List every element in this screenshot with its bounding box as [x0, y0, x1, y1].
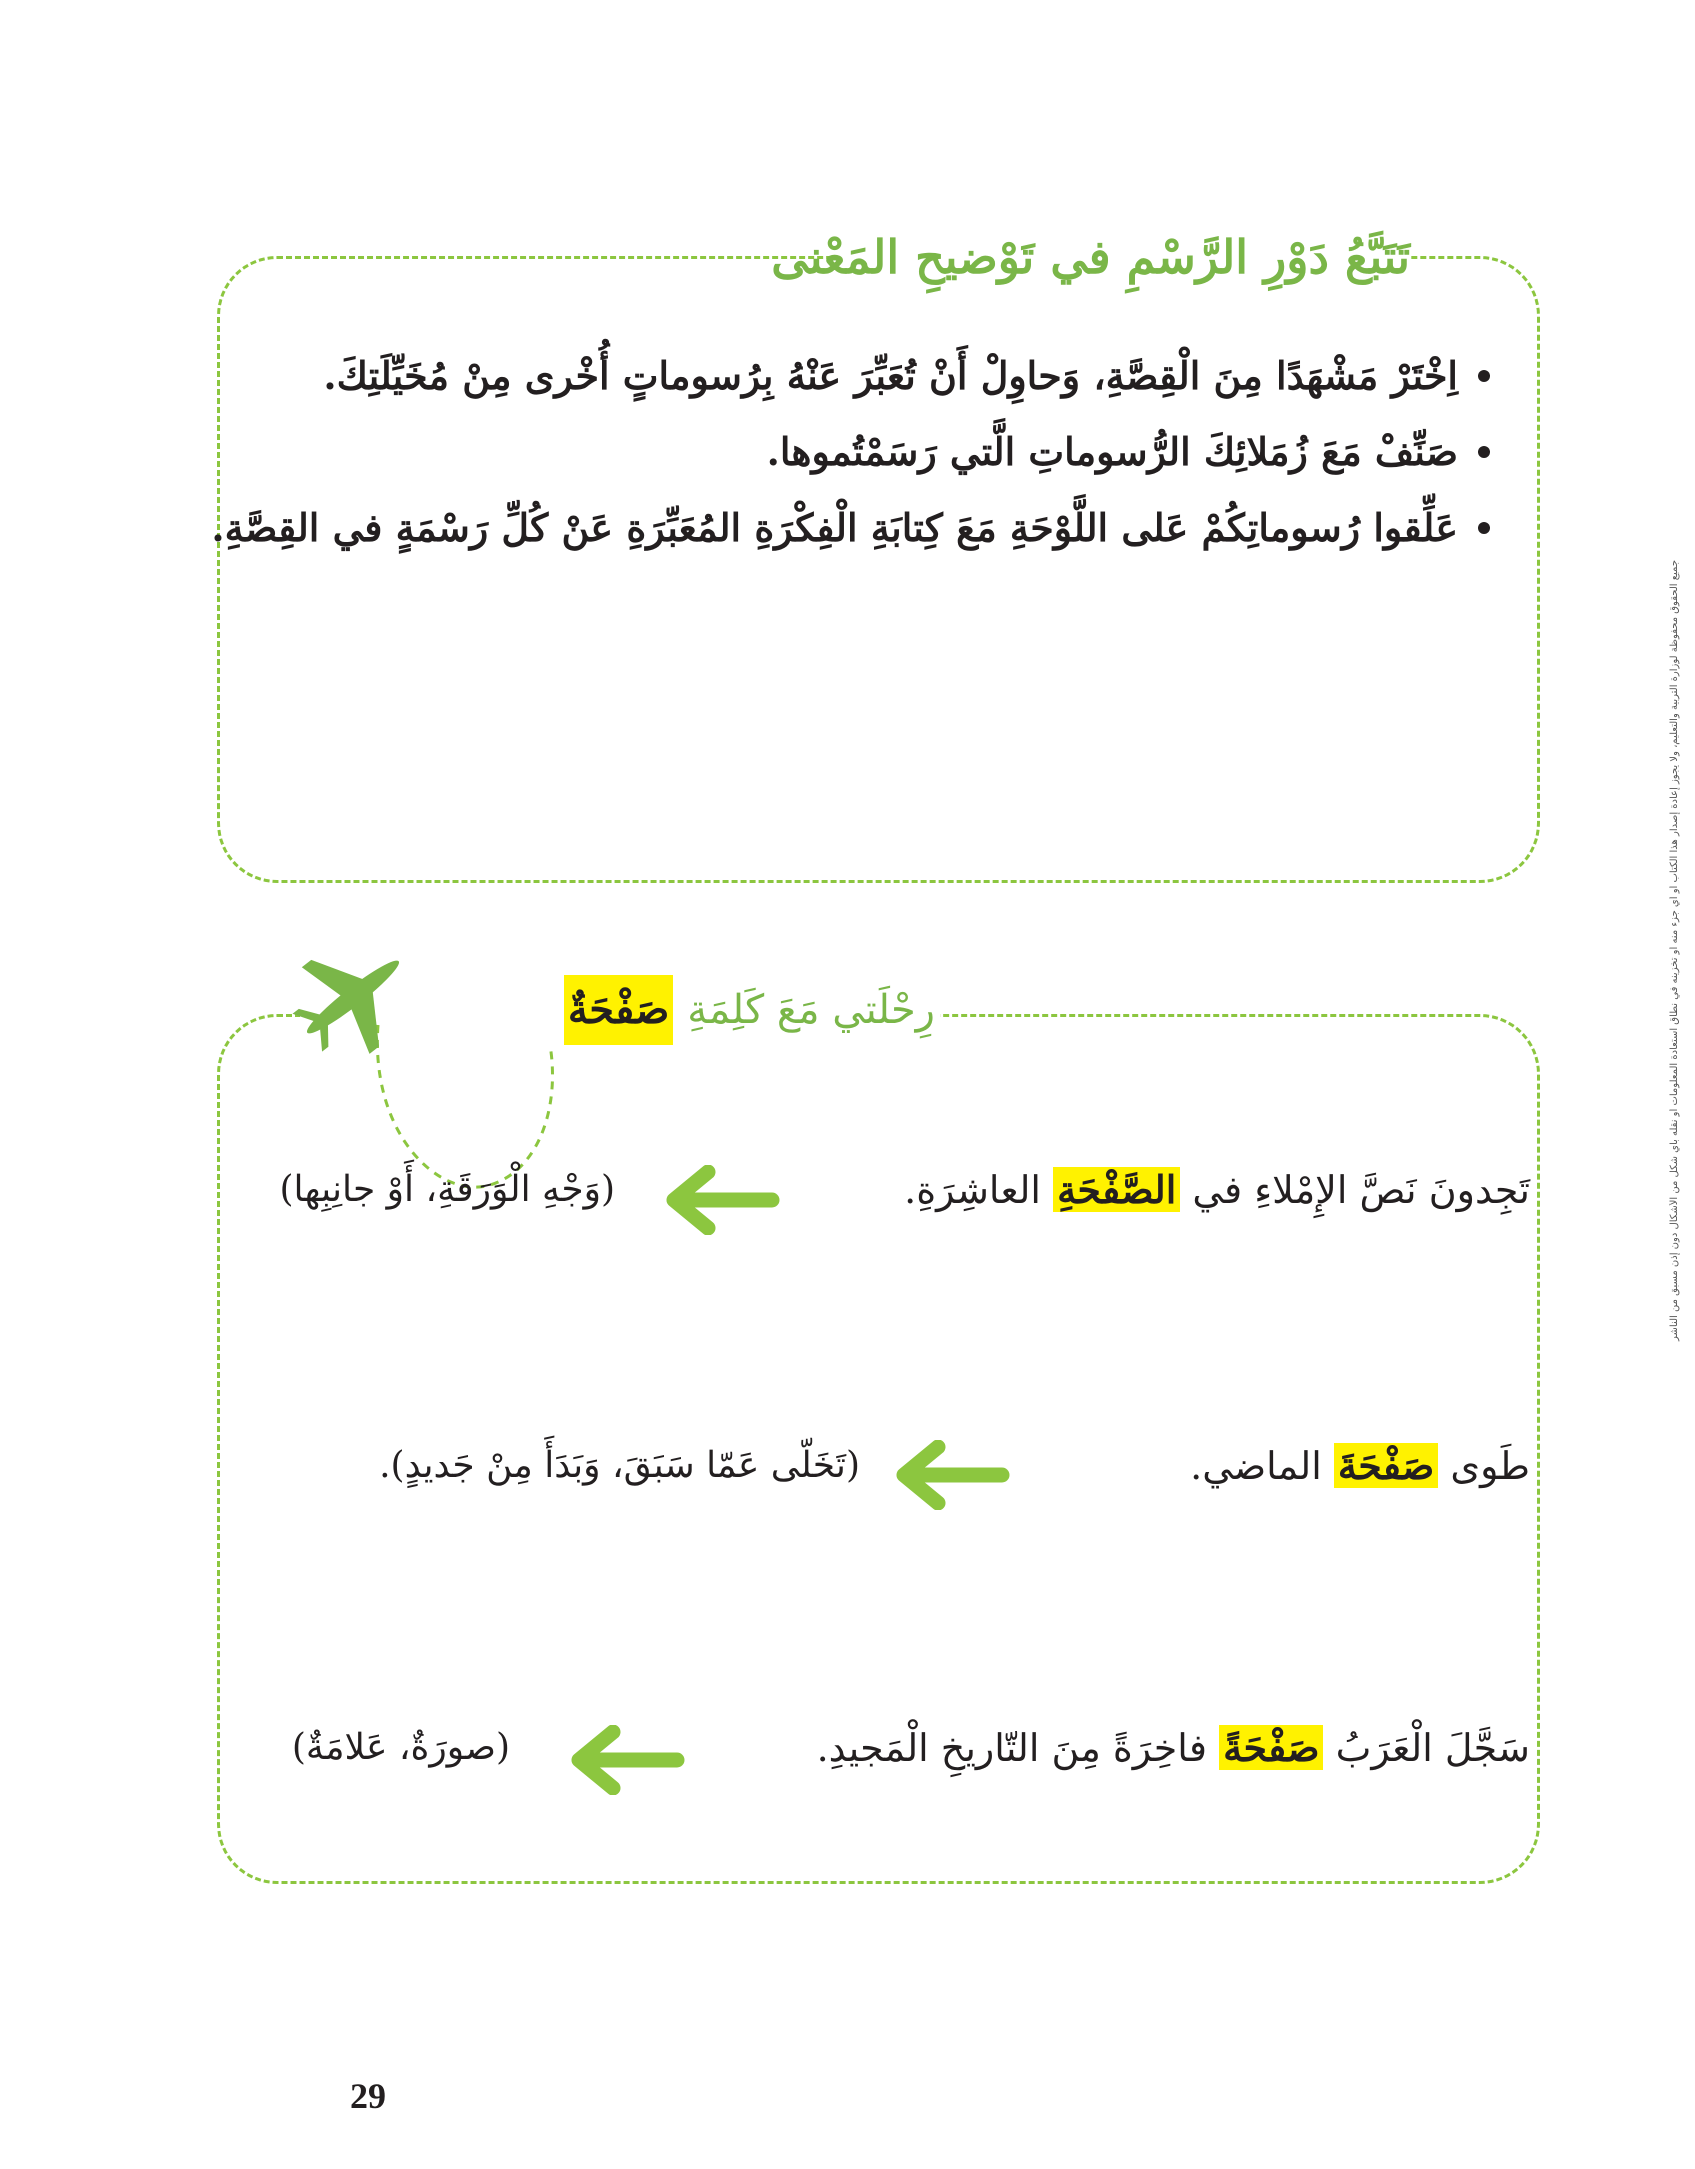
instruction-item — [270, 350, 1490, 402]
title-prefix: رِحْلَتي مَعَ كَلِمَةِ — [687, 987, 935, 1033]
instruction-list — [211, 350, 1490, 578]
section-title-drawing: تَتَبَّعُ دَوْرِ الرَّسْمِ في تَوْضيحِ المَعْنى — [840, 215, 1410, 299]
airplane-icon — [288, 935, 418, 1055]
highlighted-title-word: صَفْحَةٌ — [564, 975, 673, 1045]
section-title-word-journey — [545, 975, 935, 1045]
sentence-after: فاخِرَةً مِنَ التّاريخِ الْمَجيدِ. — [816, 1726, 1220, 1770]
instruction-text: صَنِّفْ مَعَ زُمَلائِكَ الرُّسوماتِ الَّتي رَسَمْتُموها. — [766, 429, 1458, 474]
word-meaning: (وَجْهِ الْوَرَقَةِ، أَوْ جانِبِها) — [279, 1169, 615, 1210]
sentence-before: سَجَّلَ الْعَرَبُ — [1323, 1726, 1530, 1770]
page-number: 29 — [350, 2076, 386, 2116]
instruction-item — [270, 426, 1490, 478]
instruction-text: اِخْتَرْ مَشْهَدًا مِنَ الْقِصَّةِ، وَحاوِلْ أَنْ تُعَبِّرَ عَنْهُ بِرُسوماتٍ أُخْرى مِنْ مُخَيِّلَتِكَ. — [323, 353, 1458, 398]
highlighted-word: صَفْحَةً — [1219, 1725, 1323, 1770]
example-sentence — [1190, 1438, 1530, 1494]
word-meaning: (صورَةٌ، عَلامَةٌ) — [291, 1727, 510, 1768]
sentence-after: العاشِرَةِ. — [904, 1168, 1054, 1212]
word-meaning: (تَخَلّى عَمّا سَبَقَ، وَبَدَأَ مِنْ جَديدٍ). — [379, 1445, 860, 1486]
highlighted-word: الصَّفْحَةِ — [1053, 1167, 1180, 1212]
instruction-item — [211, 502, 1490, 554]
arrow-left-icon — [565, 1725, 685, 1795]
sentence-before: طَوى — [1438, 1444, 1530, 1488]
example-sentence — [904, 1162, 1530, 1218]
sentence-after: الماضي. — [1190, 1444, 1334, 1488]
sentence-before: تَجِدونَ نَصَّ الإِمْلاءِ في — [1180, 1168, 1530, 1212]
copyright-note: جميع الحقوق محفوظة لوزارة التربية والتعليم، ولا يجوز إعادة إصدار هذا الكتاب أو أي جزء منه أو تخزينه في نطاق استعادة المعلومات أو نقله بأي شكل من الأشكال دون إذن مسبق من الناشر — [1669, 560, 1680, 1342]
arrow-left-icon — [660, 1165, 780, 1235]
arrow-left-icon — [890, 1440, 1010, 1510]
example-sentence — [817, 1720, 1530, 1776]
bullet-icon — [1478, 446, 1490, 458]
bullet-icon — [1478, 370, 1490, 382]
instruction-text: عَلِّقوا رُسوماتِكُمْ عَلى اللَّوْحَةِ مَعَ كِتابَةِ الْفِكْرَةِ المُعَبِّرَةِ عَنْ كُلِّ رَسْمَةٍ في القِصَّةِ. — [211, 505, 1458, 550]
highlighted-word: صَفْحَةَ — [1334, 1443, 1438, 1488]
bullet-icon — [1478, 522, 1490, 534]
